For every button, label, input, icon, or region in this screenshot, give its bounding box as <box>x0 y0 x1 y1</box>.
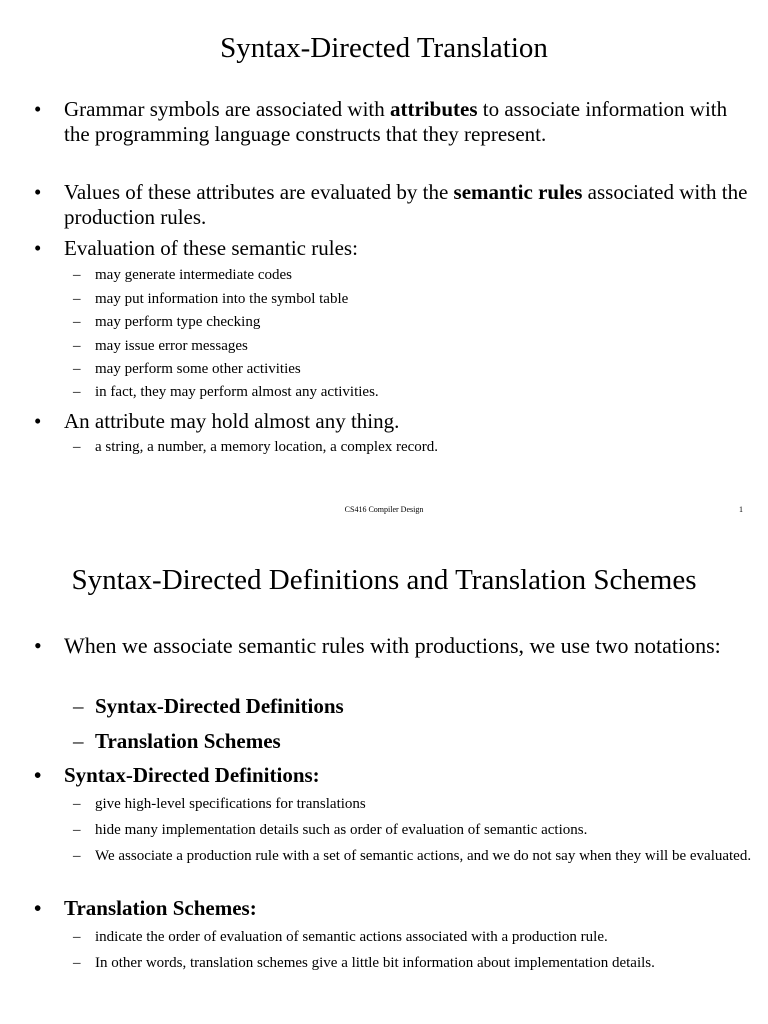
bullet-notations: • When we associate semantic rules with productions, we use two notations: <box>64 632 754 660</box>
bullet-evaluation: • Evaluation of these semantic rules: <box>64 236 754 261</box>
sub-item: – hide many implementation details such as order of evaluation of semantic actions. <box>95 820 755 841</box>
bold-term-semantic-rules: semantic rules <box>453 180 583 204</box>
sub-item: – may generate intermediate codes <box>95 265 755 286</box>
sub-item: – may put information into the symbol table <box>95 289 755 310</box>
sub-item: – may issue error messages <box>95 336 755 357</box>
footer-course: CS416 Compiler Design <box>344 505 424 514</box>
footer-page-number: 1 <box>739 505 743 514</box>
sub-item: – may perform some other activities <box>95 359 755 380</box>
slide-2 <box>0 530 768 1024</box>
sub-item-ts: – Translation Schemes <box>95 729 755 754</box>
sub-item: – We associate a production rule with a set of semantic actions, and we do not say when they will be evaluated. <box>95 846 755 867</box>
sub-item: – indicate the order of evaluation of semantic actions associated with a production rule. <box>95 927 755 948</box>
bullet-values <box>64 180 754 230</box>
bullet-attributes <box>64 97 754 147</box>
sub-item: – may perform type checking <box>95 312 755 333</box>
sub-item: – in fact, they may perform almost any activities. <box>95 382 755 403</box>
bullet-ts-heading: • Translation Schemes: <box>64 896 754 921</box>
bullet-text: Grammar symbols are associated with <box>64 97 390 121</box>
bullet-text: to associate information with the programming language constructs that they represent. <box>64 97 728 146</box>
bullet-text: Values of these attributes are evaluated by the <box>64 180 454 204</box>
slide-2-title: Syntax-Directed Definitions and Translation Schemes <box>71 564 697 596</box>
sub-item-sdd: – Syntax-Directed Definitions <box>95 694 755 719</box>
sub-item: – a string, a number, a memory location, a complex record. <box>95 437 755 458</box>
bullet-sdd-heading: • Syntax-Directed Definitions: <box>64 763 754 788</box>
sub-item: – In other words, translation schemes give a little bit information about implementation details. <box>95 953 755 974</box>
bullet-text: associated with the production rules. <box>64 180 748 229</box>
sub-item: – give high-level specifications for translations <box>95 794 755 815</box>
slide-1-title: Syntax-Directed Translation <box>220 32 548 64</box>
bullet-attribute-hold: • An attribute may hold almost any thing. <box>64 409 754 434</box>
bold-term-attributes: attributes <box>390 97 478 121</box>
